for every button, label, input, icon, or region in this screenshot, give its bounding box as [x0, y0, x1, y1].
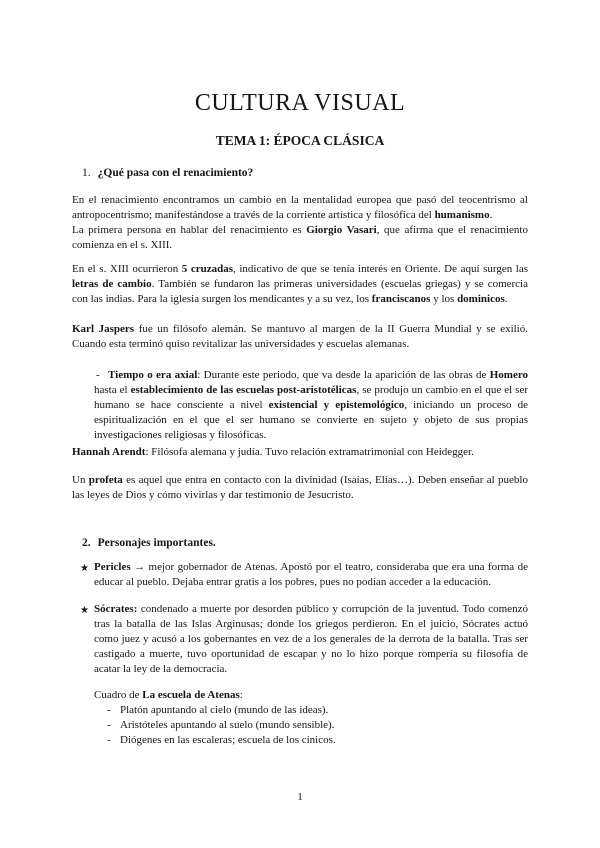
text-run: Sócrates: — [94, 603, 138, 615]
text-run: condenado a muerte por desorden público y corrupción de la juventud. Todo comenzó tras la batalla de las Islas Arginusas; donde los griegos perdieron. En el juicio, Sócrates actuó como juez y acusó a los gobernantes en vez de a los generales de la derrota de la batalla. Tras ser castigado a muerte, tuvo oportunidad de escapar y no lo hizo porque rompería su filosofía de acatar la ley de la democracia. — [94, 603, 528, 675]
text-run: Giorgio Vasari — [306, 224, 377, 236]
heading-number: 1. — [82, 167, 91, 179]
dash-bullet-icon: - — [96, 369, 100, 381]
section-heading-personajes — [72, 536, 528, 551]
paragraph-cuadro — [94, 688, 528, 703]
page-number: 1 — [297, 791, 303, 803]
text-run: → mejor gobernador de Atenas. Apostó por el teatro, consideraba que era una forma de educar al pueblo. Dejaba entrar gratis a los pobres, pues no podían acceder a la educación. — [94, 561, 528, 588]
list-item-diogenes — [72, 733, 528, 748]
text-run: La escuela de Atenas — [142, 689, 240, 701]
text-run: letras de cambio — [72, 278, 152, 290]
text-run: , que afirma que el renacimiento comienza en el s. XIII. — [72, 224, 528, 251]
page-title: CULTURA VISUAL — [194, 90, 406, 116]
dash-bullet-icon: - — [107, 719, 111, 731]
text-run: fue un filósofo alemán. Se mantuvo al margen de la II Guerra Mundial y se exilió. Cuando esta terminó quiso revitalizar las universidades y escuelas alemanas. — [72, 323, 528, 350]
text-run: : — [239, 689, 243, 701]
list-item-aristoteles — [72, 718, 528, 733]
text-run: Aristóteles apuntando al suelo (mundo sensible). — [120, 719, 335, 731]
text-run: , se produjo un cambio en el que el ser humano se hace consciente a nivel — [94, 384, 528, 411]
text-run: . — [504, 293, 508, 305]
text-run: es aquel que entra en contacto con la divinidad (Isaías, Elías…). Deben enseñar al pueblo las leyes de Dios y cómo vivirlas y dar testimonio de Jesucristo. — [72, 474, 528, 501]
list-item-platon — [72, 703, 528, 718]
text-run: Diógenes en las escaleras; escuela de los cínicos. — [120, 734, 336, 746]
text-run: Pericles — [94, 561, 131, 573]
star-bullet-icon: ★ — [80, 562, 89, 574]
bullet-item-socrates — [72, 602, 528, 677]
text-run: : Durante este periodo, que va desde la aparición de las obras de — [197, 369, 490, 381]
star-bullet-icon: ★ — [80, 604, 89, 616]
bullet-item-era-axial — [72, 368, 528, 443]
text-run: Hannah Arendt — [72, 446, 146, 458]
text-run: Homero — [489, 369, 529, 381]
text-run: humanismo — [434, 209, 490, 221]
text-run: . También se fundaron las primeras universidades (escuelas griegas) y se comercia con las indias. Para la iglesia surgen los mendicantes y a su vez, los — [72, 278, 528, 305]
text-run: La primera persona en hablar del renacimiento es — [72, 224, 307, 236]
text-run: franciscanos — [371, 293, 431, 305]
paragraph-cruzadas — [72, 262, 528, 307]
text-run: En el renacimiento encontramos un cambio en la mentalidad europea que pasó del teocentrismo al antropocentrismo; manifestándose a través de la corriente artística y filosófica del — [72, 194, 528, 221]
paragraph-renacimiento — [72, 193, 528, 223]
text-run: Karl Jaspers — [72, 323, 135, 335]
paragraph-jaspers — [72, 322, 528, 352]
text-run: , iniciando un proceso de espiritualización en el que el ser humano se convierte en sujeto y objeto de sus propias investigaciones religiosas y filosóficas. — [94, 399, 528, 441]
text-run: Un — [72, 474, 89, 486]
text-run: Tiempo o era axial — [108, 369, 198, 381]
text-run: profeta — [88, 474, 123, 486]
bullet-item-pericles — [72, 560, 528, 590]
text-run: . — [489, 209, 493, 221]
text-run: y los — [430, 293, 458, 305]
text-run: Cuadro de — [94, 689, 143, 701]
page-content — [72, 0, 528, 748]
text-run: : Filósofa alemana y judía. Tuvo relación extramatrimonial con Heidegger. — [145, 446, 474, 458]
text-run: Platón apuntando al cielo (mundo de las ideas). — [120, 704, 329, 716]
heading-number: 2. — [82, 537, 91, 549]
text-run: , indicativo de que se tenía interés en Oriente. De aquí surgen las — [233, 263, 529, 275]
text-run: dominicos — [457, 293, 505, 305]
page-subtitle: TEMA 1: ÉPOCA CLÁSICA — [215, 133, 385, 148]
paragraph-arendt — [72, 445, 528, 460]
text-run: En el s. XIII ocurrieron — [72, 263, 182, 275]
text-run: existencial y epistemológico — [268, 399, 405, 411]
heading-text: ¿Qué pasa con el renacimiento? — [97, 167, 254, 179]
heading-text: Personajes importantes. — [97, 537, 216, 549]
section-heading-renacimiento — [72, 166, 528, 181]
text-run: hasta el — [94, 384, 131, 396]
text-run: establecimiento de las escuelas post-aristotélicas — [130, 384, 357, 396]
dash-bullet-icon: - — [107, 704, 111, 716]
dash-bullet-icon: - — [107, 734, 111, 746]
text-run: 5 cruzadas — [181, 263, 234, 275]
paragraph-vasari — [72, 223, 528, 253]
paragraph-profeta — [72, 473, 528, 503]
